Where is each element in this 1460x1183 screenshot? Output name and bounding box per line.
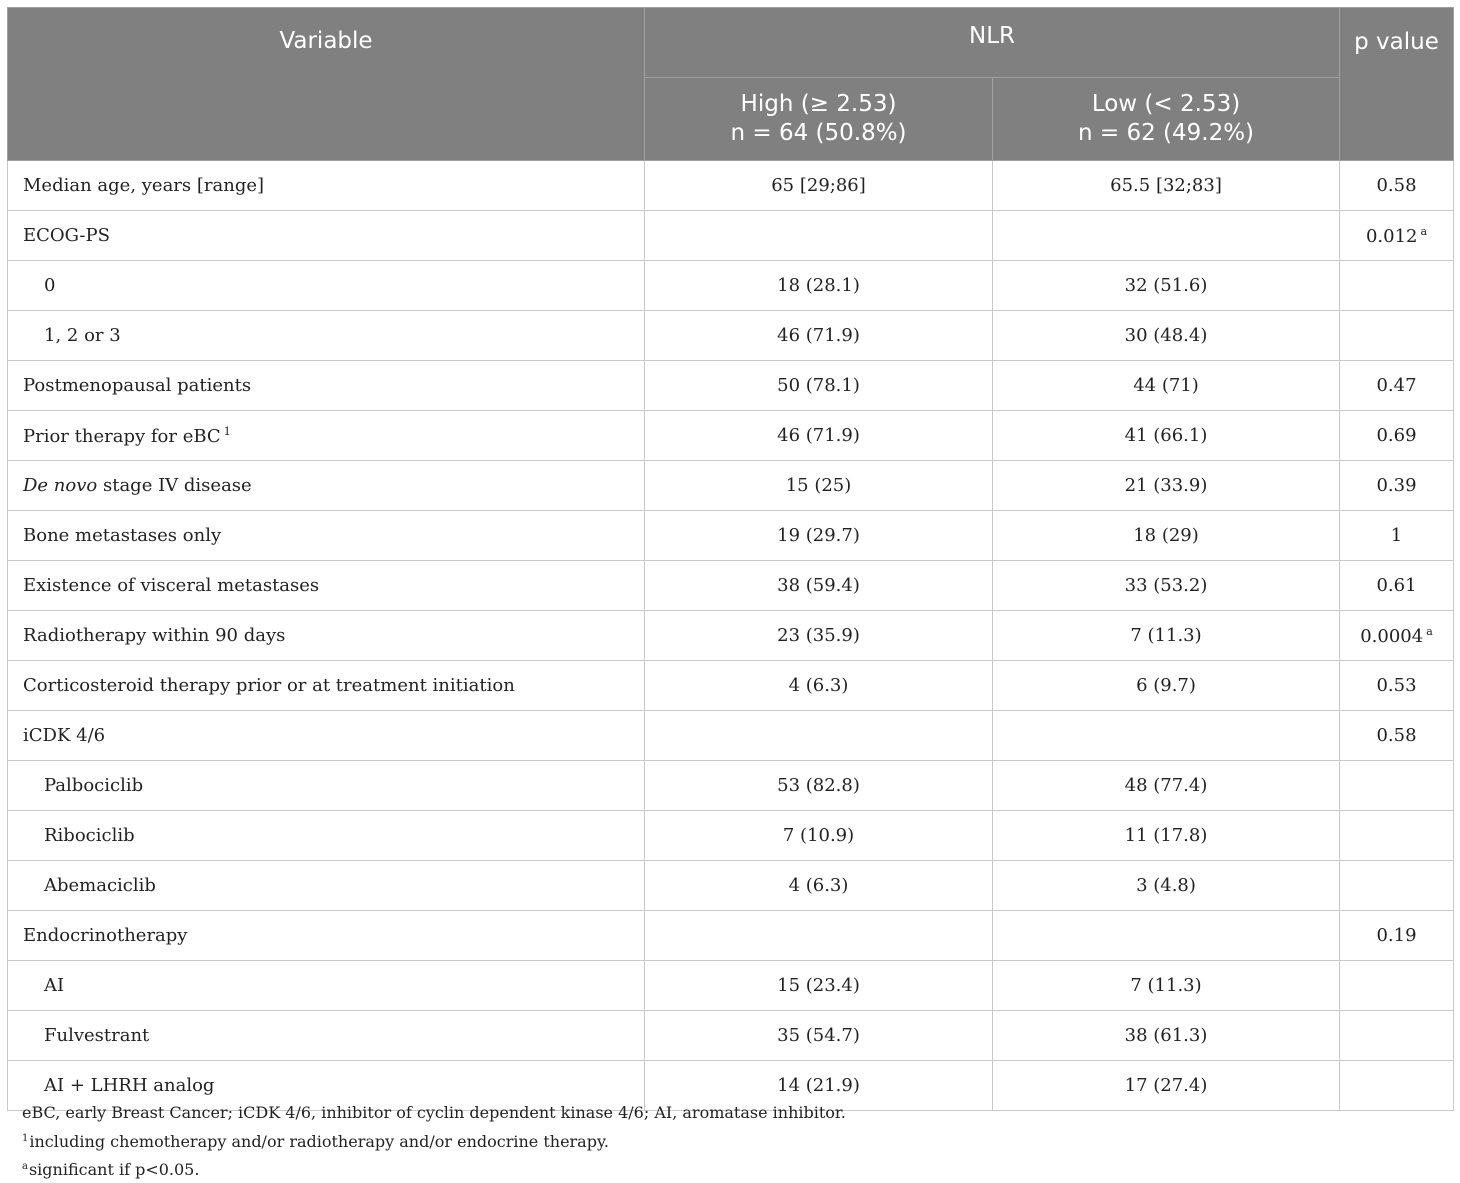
- footnote-a-mark: a: [22, 1161, 28, 1172]
- low-nlr-cell: 33 (53.2): [993, 561, 1340, 611]
- table-body: [8, 161, 1454, 1111]
- high-nlr-cell: 4 (6.3): [645, 861, 993, 911]
- table-row: [8, 661, 1454, 711]
- variable-cell: [8, 611, 645, 661]
- footnote-1-mark: 1: [22, 1132, 29, 1144]
- table-row: [8, 261, 1454, 311]
- variable-header: Variable: [8, 8, 645, 161]
- high-nlr-cell: 4 (6.3): [645, 661, 993, 711]
- low-nlr-cell: [993, 711, 1340, 761]
- variable-label: Median age, years [range]: [23, 175, 265, 196]
- low-nlr-cell: 30 (48.4): [993, 311, 1340, 361]
- low-nlr-cell: 21 (33.9): [993, 461, 1340, 511]
- p-value-cell: [1340, 161, 1454, 211]
- variable-cell: [8, 811, 645, 861]
- variable-label: Endocrinotherapy: [23, 925, 188, 946]
- high-nlr-cell: 14 (21.9): [645, 1061, 993, 1111]
- variable-label: Prior therapy for eBC: [23, 425, 221, 447]
- high-nlr-cell: 15 (25): [645, 461, 993, 511]
- header-row-1: [8, 8, 1454, 78]
- low-nlr-cell: [993, 211, 1340, 261]
- p-value-cell: [1340, 511, 1454, 561]
- variable-cell: [8, 961, 645, 1011]
- table-row: [8, 1011, 1454, 1061]
- variable-cell: [8, 561, 645, 611]
- table-row: [8, 861, 1454, 911]
- p-value: 0.012: [1365, 225, 1418, 247]
- low-nlr-header: [993, 78, 1340, 161]
- p-value-cell: [1340, 1061, 1454, 1111]
- variable-label: 0: [44, 275, 56, 296]
- variable-cell: [8, 711, 645, 761]
- p-value-cell: [1340, 961, 1454, 1011]
- variable-cell: [8, 1011, 645, 1061]
- high-nlr-count: n = 64 (50.8%): [730, 120, 907, 146]
- variable-label: AI: [44, 975, 65, 996]
- high-nlr-cell: 53 (82.8): [645, 761, 993, 811]
- table-row: [8, 811, 1454, 861]
- variable-label: ECOG-PS: [23, 225, 110, 246]
- p-value-cell: [1340, 311, 1454, 361]
- high-nlr-cell: 50 (78.1): [645, 361, 993, 411]
- variable-label: Postmenopausal patients: [23, 375, 252, 396]
- significance-marker: a: [1426, 624, 1433, 638]
- high-nlr-cell: 18 (28.1): [645, 261, 993, 311]
- table-row: [8, 411, 1454, 461]
- p-value-cell: [1340, 911, 1454, 961]
- high-nlr-cell: 15 (23.4): [645, 961, 993, 1011]
- high-nlr-cell: [645, 911, 993, 961]
- p-value-cell: [1340, 361, 1454, 411]
- variable-label: Radiotherapy within 90 days: [23, 625, 286, 646]
- low-nlr-cell: 41 (66.1): [993, 411, 1340, 461]
- p-value-cell: [1340, 861, 1454, 911]
- p-value: 0.58: [1376, 175, 1417, 196]
- variable-cell: [8, 861, 645, 911]
- variable-label: Existence of visceral metastases: [23, 575, 320, 596]
- footnote-a: [22, 1154, 846, 1183]
- p-value: 0.0004: [1360, 625, 1424, 647]
- low-nlr-count: n = 62 (49.2%): [1077, 120, 1255, 146]
- variable-label: stage IV disease: [97, 475, 252, 496]
- footnote-abbreviations: eBC, early Breast Cancer; iCDK 4/6, inhibitor of cyclin dependent kinase 4/6; AI, aromatase inhibitor.: [22, 1103, 846, 1122]
- variable-label: AI + LHRH analog: [44, 1075, 215, 1096]
- p-value-cell: [1340, 811, 1454, 861]
- variable-cell: [8, 911, 645, 961]
- variable-label: 1, 2 or 3: [44, 325, 121, 346]
- low-nlr-cell: 6 (9.7): [993, 661, 1340, 711]
- p-value-cell: [1340, 561, 1454, 611]
- low-nlr-cell: 11 (17.8): [993, 811, 1340, 861]
- low-nlr-cell: 18 (29): [993, 511, 1340, 561]
- p-value-cell: [1340, 211, 1454, 261]
- low-nlr-cell: 32 (51.6): [993, 261, 1340, 311]
- table-row: [8, 761, 1454, 811]
- table-row: [8, 361, 1454, 411]
- p-value-header: p value: [1340, 8, 1454, 161]
- high-nlr-cell: 38 (59.4): [645, 561, 993, 611]
- variable-cell: [8, 311, 645, 361]
- p-value: 0.39: [1376, 475, 1417, 496]
- p-value-cell: [1340, 1011, 1454, 1061]
- low-nlr-threshold: Low (< 2.53): [1091, 91, 1241, 117]
- high-nlr-cell: 46 (71.9): [645, 311, 993, 361]
- high-nlr-cell: 35 (54.7): [645, 1011, 993, 1061]
- low-nlr-cell: 7 (11.3): [993, 961, 1340, 1011]
- table-row: [8, 211, 1454, 261]
- p-value-cell: [1340, 661, 1454, 711]
- variable-cell: [8, 161, 645, 211]
- p-value-cell: [1340, 761, 1454, 811]
- variable-cell: [8, 411, 645, 461]
- high-nlr-cell: 7 (10.9): [645, 811, 993, 861]
- variable-label-italic: De novo: [23, 475, 98, 496]
- high-nlr-cell: 23 (35.9): [645, 611, 993, 661]
- table-row: [8, 911, 1454, 961]
- p-value: 1: [1390, 525, 1403, 546]
- table-row: [8, 461, 1454, 511]
- table-row: [8, 961, 1454, 1011]
- variable-cell: [8, 661, 645, 711]
- table-row: [8, 611, 1454, 661]
- variable-cell: [8, 211, 645, 261]
- variable-cell: [8, 511, 645, 561]
- p-value: 0.19: [1376, 925, 1417, 946]
- variable-cell: [8, 461, 645, 511]
- low-nlr-cell: 38 (61.3): [993, 1011, 1340, 1061]
- high-nlr-header: [645, 78, 993, 161]
- nlr-header: NLR: [645, 8, 1340, 78]
- variable-label: Bone metastases only: [23, 525, 222, 546]
- p-value: 0.47: [1376, 375, 1417, 396]
- low-nlr-cell: 17 (27.4): [993, 1061, 1340, 1111]
- footnote-a-text: significant if p<0.05.: [28, 1160, 200, 1179]
- table-row: [8, 711, 1454, 761]
- high-nlr-cell: 65 [29;86]: [645, 161, 993, 211]
- footnote-marker: 1: [223, 424, 231, 438]
- variable-label: iCDK 4/6: [23, 725, 106, 746]
- p-value-cell: [1340, 611, 1454, 661]
- footnote-1: [22, 1126, 846, 1155]
- high-nlr-cell: 46 (71.9): [645, 411, 993, 461]
- table-row: [8, 311, 1454, 361]
- low-nlr-cell: 3 (4.8): [993, 861, 1340, 911]
- table-row: [8, 511, 1454, 561]
- variable-cell: [8, 361, 645, 411]
- low-nlr-cell: [993, 911, 1340, 961]
- high-nlr-cell: 19 (29.7): [645, 511, 993, 561]
- p-value-cell: [1340, 461, 1454, 511]
- variable-label: Ribociclib: [44, 825, 135, 846]
- low-nlr-cell: 7 (11.3): [993, 611, 1340, 661]
- variable-cell: [8, 261, 645, 311]
- p-value-cell: [1340, 261, 1454, 311]
- low-nlr-cell: 48 (77.4): [993, 761, 1340, 811]
- table-row: [8, 161, 1454, 211]
- high-nlr-cell: [645, 711, 993, 761]
- p-value: 0.53: [1376, 675, 1417, 696]
- high-nlr-threshold: High (≥ 2.53): [740, 91, 897, 117]
- nlr-characteristics-table: [7, 7, 1454, 1111]
- p-value-cell: [1340, 711, 1454, 761]
- variable-label: Palbociclib: [44, 775, 144, 796]
- high-nlr-cell: [645, 211, 993, 261]
- variable-label: Corticosteroid therapy prior or at treatment initiation: [23, 675, 515, 696]
- variable-label: Abemaciclib: [44, 875, 156, 896]
- table-row: [8, 561, 1454, 611]
- p-value: 0.61: [1376, 575, 1417, 596]
- p-value-cell: [1340, 411, 1454, 461]
- variable-cell: [8, 761, 645, 811]
- significance-marker: a: [1420, 224, 1428, 238]
- p-value: 0.69: [1376, 425, 1417, 446]
- footnote-1-text: including chemotherapy and/or radiotherapy and/or endocrine therapy.: [29, 1131, 609, 1151]
- table-footnotes: [22, 1100, 846, 1183]
- low-nlr-cell: 65.5 [32;83]: [993, 161, 1340, 211]
- variable-label: Fulvestrant: [44, 1025, 150, 1046]
- low-nlr-cell: 44 (71): [993, 361, 1340, 411]
- p-value: 0.58: [1376, 725, 1417, 746]
